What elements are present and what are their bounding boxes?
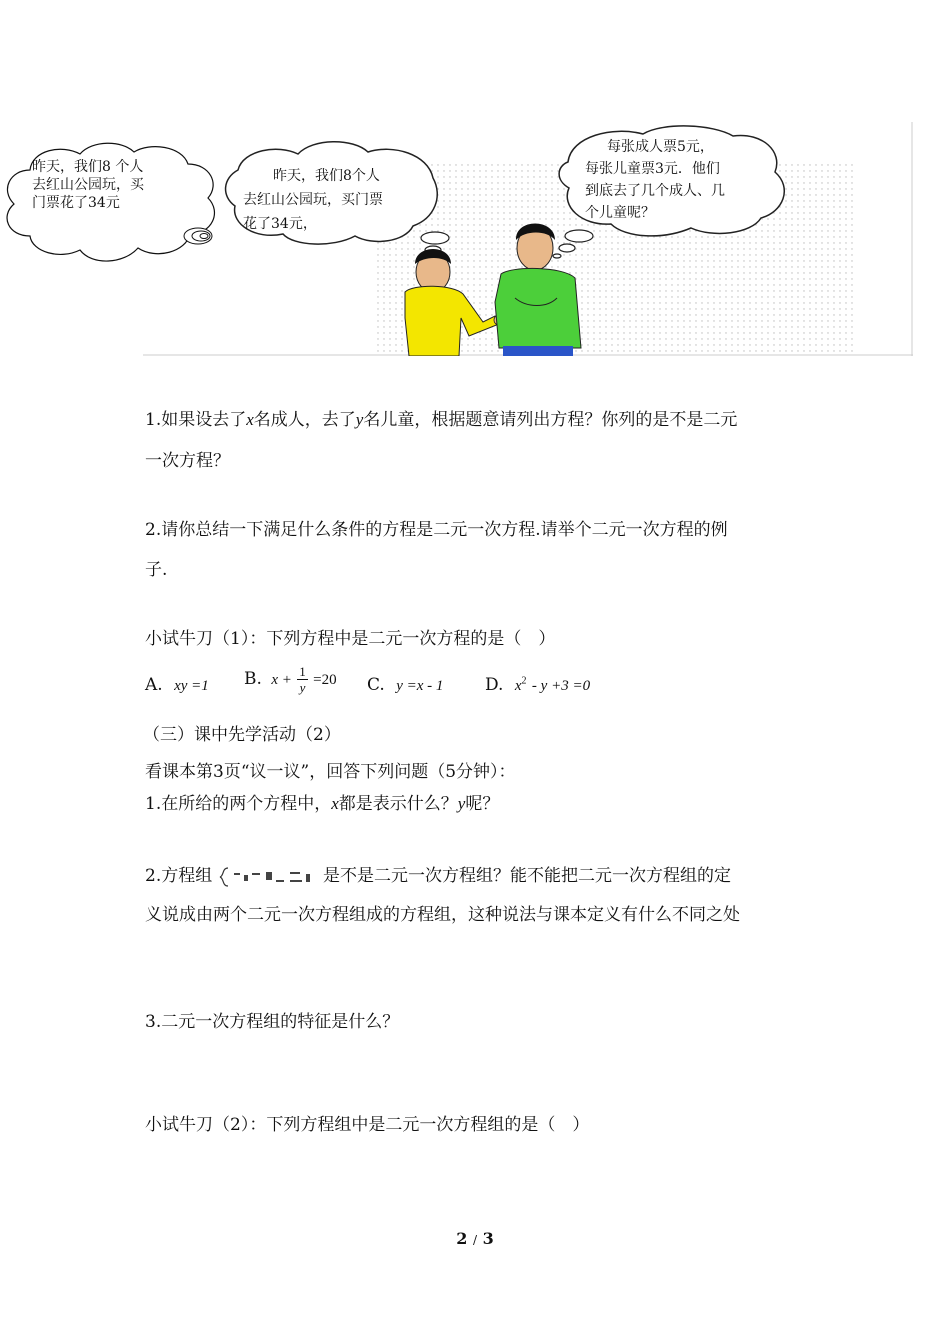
illus-left-line-1: 昨天，我们8个人 bbox=[273, 168, 380, 184]
illus-right-line-1: 每张成人票5元， bbox=[607, 139, 714, 155]
illustration-two-people bbox=[143, 122, 913, 356]
s3q1-var-x: x bbox=[331, 794, 339, 813]
option-d bbox=[485, 675, 590, 695]
s3q1-text-c: 呢？ bbox=[465, 794, 500, 814]
page-total: 3 bbox=[482, 1229, 494, 1248]
page-current: 2 bbox=[456, 1229, 468, 1248]
illus-right-line-2: 每张儿童票3元．他们 bbox=[585, 161, 720, 177]
option-c-label: C. bbox=[367, 675, 385, 695]
brace-icon bbox=[218, 866, 318, 888]
page-separator: / bbox=[472, 1233, 478, 1247]
q1-var-x: x bbox=[246, 410, 254, 429]
q1-text-a: 1.如果设去了 bbox=[145, 410, 247, 430]
question-1-line-1 bbox=[145, 409, 737, 431]
option-b-pre: x + bbox=[271, 672, 292, 688]
option-d-label: D. bbox=[485, 675, 504, 695]
question-2-line-2: 子. bbox=[145, 560, 168, 580]
q1-text-c: 名儿童，根据题意请列出方程？你列的是不是二元 bbox=[363, 410, 738, 430]
section-3-instruction: 看课本第3页“议一议”，回答下列问题（5分钟）： bbox=[145, 762, 516, 782]
left-bubble-line-2: 去红山公园玩，买 bbox=[32, 177, 144, 193]
illustration-bubble-left-text bbox=[243, 164, 383, 236]
option-b-denominator: y bbox=[299, 680, 306, 695]
section-3-question-3: 3.二元一次方程组的特征是什么？ bbox=[145, 1012, 400, 1032]
illus-right-line-3: 到底去了几个成人、几 bbox=[585, 183, 725, 199]
s3q2-text-b: 是不是二元一次方程组？能不能把二元一次方程组的定 bbox=[323, 866, 732, 886]
illustration-image bbox=[143, 122, 913, 356]
illus-left-line-3: 花了34元， bbox=[243, 216, 317, 232]
option-b-fraction bbox=[297, 664, 308, 695]
option-b bbox=[244, 664, 337, 695]
illustration-bubble-right-text bbox=[585, 136, 725, 224]
section-3-question-2-line-2: 义说成由两个二元一次方程组成的方程组，这种说法与课本定义有什么不同之处 bbox=[145, 905, 740, 925]
option-a-label: A. bbox=[145, 675, 163, 695]
page-number bbox=[0, 1229, 950, 1248]
option-a bbox=[145, 675, 209, 695]
option-c-expr: y =x - 1 bbox=[396, 678, 444, 694]
s3q2-text-a: 2.方程组 bbox=[145, 866, 213, 886]
s3q1-var-y: y bbox=[457, 794, 466, 813]
option-b-label: B. bbox=[244, 669, 262, 689]
option-b-numerator: 1 bbox=[299, 664, 306, 679]
illus-left-line-2: 去红山公园玩，买门票 bbox=[243, 192, 383, 208]
s3q1-text-a: 1.在所给的两个方程中， bbox=[145, 794, 332, 814]
option-d-rest: - y +3 =0 bbox=[531, 678, 591, 694]
option-b-post: =20 bbox=[313, 672, 337, 688]
try-2-prompt: 小试牛刀（2）：下列方程组中是二元一次方程组的是（ ） bbox=[145, 1115, 590, 1135]
left-bubble-line-1: 昨天，我们8 个人 bbox=[32, 159, 144, 175]
question-2-line-1: 2.请你总结一下满足什么条件的方程是二元一次方程.请举个二元一次方程的例 bbox=[145, 520, 728, 540]
section-3-heading: （三）课中先学活动（2） bbox=[143, 725, 341, 745]
s3q1-text-b: 都是表示什么？ bbox=[338, 794, 458, 814]
illus-right-line-4: 个儿童呢？ bbox=[585, 205, 655, 221]
left-bubble-line-3: 门票花了34元 bbox=[32, 195, 120, 211]
try-1-prompt: 小试牛刀（1）：下列方程中是二元一次方程的是（ ） bbox=[145, 629, 556, 649]
option-d-x: x bbox=[514, 678, 522, 694]
q1-text-b: 名成人，去了 bbox=[253, 410, 356, 430]
q1-var-y: y bbox=[355, 410, 364, 429]
question-1-line-2: 一次方程？ bbox=[145, 451, 230, 471]
section-3-question-1 bbox=[145, 793, 499, 815]
option-a-expr: xy =1 bbox=[174, 678, 209, 694]
option-d-exponent: 2 bbox=[521, 675, 527, 687]
section-3-question-2-line-1 bbox=[145, 865, 731, 888]
option-c bbox=[367, 675, 443, 695]
equation-system-image bbox=[218, 866, 318, 888]
